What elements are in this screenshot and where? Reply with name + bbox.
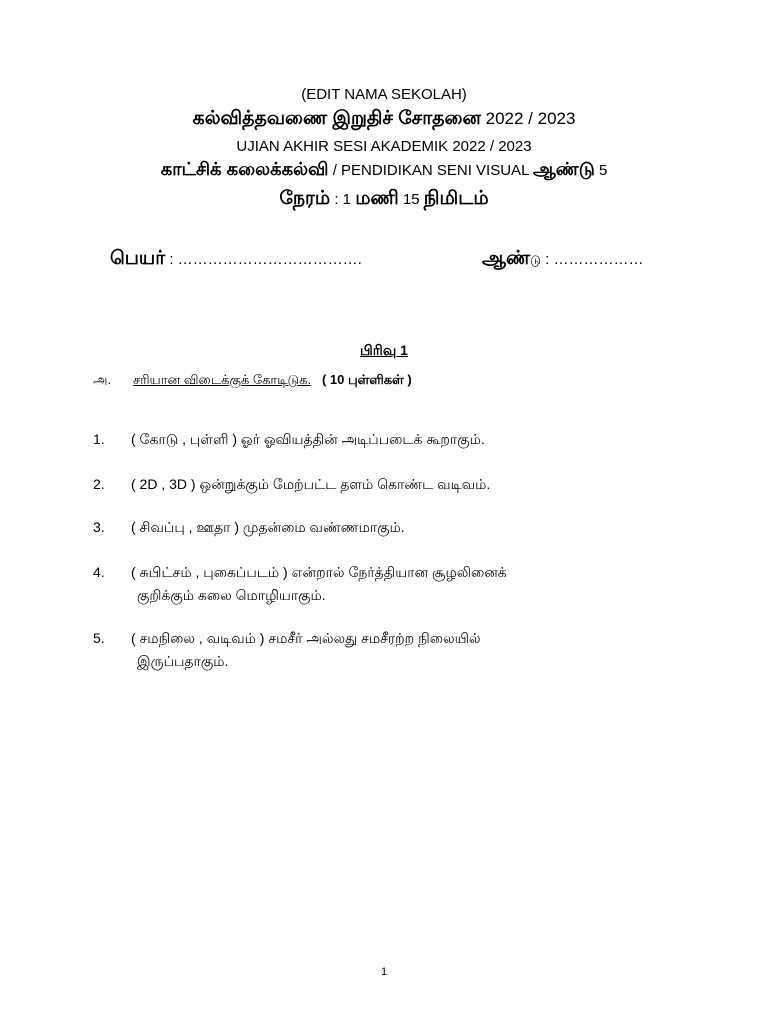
question-number: 1.: [93, 431, 105, 447]
year-field-label-small: டு: [530, 253, 541, 267]
page-number: 1: [380, 966, 388, 978]
question-text: ( சுபிட்சம் , புகைப்படம் ) என்றால் நேர்த்தியான சூழலினைக்: [131, 564, 507, 580]
question-number: 4.: [93, 564, 105, 580]
time-line: [0, 188, 768, 212]
instruction-text: சரியான விடைக்குக் கோடிடுக.: [133, 372, 312, 387]
exam-title-malay: UJIAN AKHIR SESI AKADEMIK 2022 / 2023: [236, 138, 532, 155]
year-label: ஆண்டு: [533, 159, 595, 179]
year-field: [482, 248, 643, 272]
subject-malay: / PENDIDIKAN SENI VISUAL: [332, 162, 529, 179]
section-title: பிரிவு 1: [360, 342, 408, 358]
name-dots: : ……………………………….: [169, 251, 362, 268]
time-minutes: நிமிடம்: [423, 188, 489, 209]
name-label: பெயர்: [110, 248, 166, 269]
time-colon: : 1: [334, 191, 352, 208]
question-number: 2.: [93, 476, 105, 492]
question-text: ( சமநிலை , வடிவம் ) சமசீர் அல்லது சமசீரற்ற நிலையில்: [131, 630, 481, 646]
name-field: [110, 248, 362, 272]
exam-title: [0, 108, 768, 132]
time-label: நேரம்: [279, 188, 331, 209]
time-hour: மணி: [355, 188, 399, 209]
year-field-label: ஆண்: [482, 248, 531, 269]
question-number: 3.: [93, 519, 105, 535]
instruction-marks: ( 10 புள்ளிகள் ): [321, 372, 412, 387]
subject-line: [0, 159, 768, 182]
school-name: (EDIT NAMA SEKOLAH): [301, 86, 467, 103]
instruction-letter: அ.: [93, 372, 112, 387]
question-number: 5.: [93, 630, 105, 646]
question-5-continuation: இருப்பதாகும்.: [137, 653, 229, 669]
exam-year: 2022 / 2023: [485, 109, 576, 128]
exam-title-tamil: கல்வித்தவணை இறுதிச் சோதனை: [192, 108, 481, 129]
year-dots: : ………………: [545, 251, 644, 268]
instruction: [133, 372, 412, 389]
year-value: 5: [598, 162, 608, 179]
question-4-continuation: குறிக்கும் கலை மொழியாகும்.: [137, 587, 326, 603]
subject-tamil: காட்சிக் கலைக்கல்வி: [160, 159, 329, 179]
question-text: ( கோடு , புள்ளி ) ஓர் ஓவியத்தின் அடிப்படைக் கூறாகும்.: [131, 431, 485, 447]
question-text: ( 2D , 3D ) ஒன்றுக்கும் மேற்பட்ட தளம் கொண்ட வடிவம்.: [131, 476, 491, 492]
question-text: ( சிவப்பு , ஊதா ) முதன்மை வண்ணமாகும்.: [131, 519, 405, 535]
time-mins: 15: [402, 191, 420, 208]
